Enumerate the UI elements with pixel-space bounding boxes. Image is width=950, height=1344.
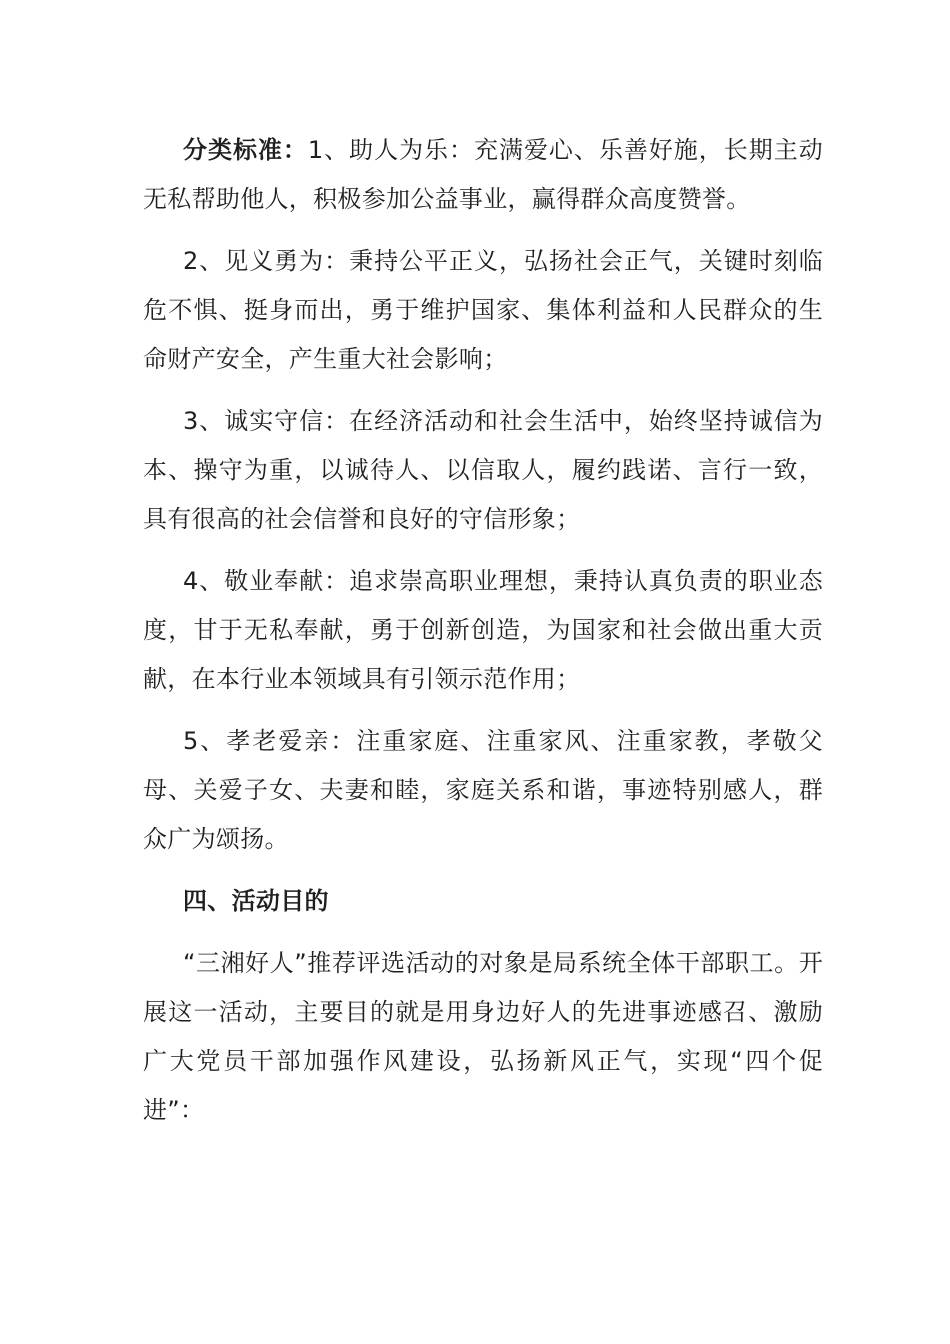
paragraph-lead-label: 分类标准： bbox=[183, 136, 308, 164]
paragraph-activity-purpose: “三湘好人”推荐评选活动的对象是局系统全体干部职工。开展这一活动，主要目的就是用身边好人的先进事迹感召、激励广大党员干部加强作风建设，弘扬新风正气，实现“四个促进”： bbox=[143, 949, 823, 1124]
paragraph-criterion-5 bbox=[143, 717, 823, 864]
paragraph-text: 4、敬业奉献：追求崇高职业理想，秉持认真负责的职业态度，甘于无私奉献，勇于创新创造，为国家和社会做出重大贡献，在本行业本领域具有引领示范作用； bbox=[143, 567, 823, 693]
document-body bbox=[143, 126, 823, 1148]
paragraph-text: 5、孝老爱亲：注重家庭、注重家风、注重家教，孝敬父母、关爱子女、夫妻和睦，家庭关系和谐，事迹特别感人，群众广为颂扬。 bbox=[143, 727, 823, 853]
paragraph-classification-standard bbox=[143, 126, 823, 224]
paragraph-text: 2、见义勇为：秉持公平正义，弘扬社会正气，关键时刻临危不惧、挺身而出，勇于维护国家、集体利益和人民群众的生命财产安全，产生重大社会影响； bbox=[143, 247, 823, 373]
paragraph-criterion-4 bbox=[143, 557, 823, 704]
section-heading: 四、活动目的 bbox=[183, 887, 329, 915]
paragraph-text: 1、助人为乐：充满爱心、乐善好施，长期主动无私帮助他人，积极参加公益事业，赢得群众高度赞誉。 bbox=[143, 136, 823, 213]
paragraph-criterion-2 bbox=[143, 237, 823, 384]
paragraph-text: 3、诚实守信：在经济活动和社会生活中，始终坚持诚信为本、操守为重，以诚待人、以信取人，履约践诺、言行一致，具有很高的社会信誉和良好的守信形象； bbox=[143, 407, 823, 533]
paragraph-criterion-3 bbox=[143, 397, 823, 544]
